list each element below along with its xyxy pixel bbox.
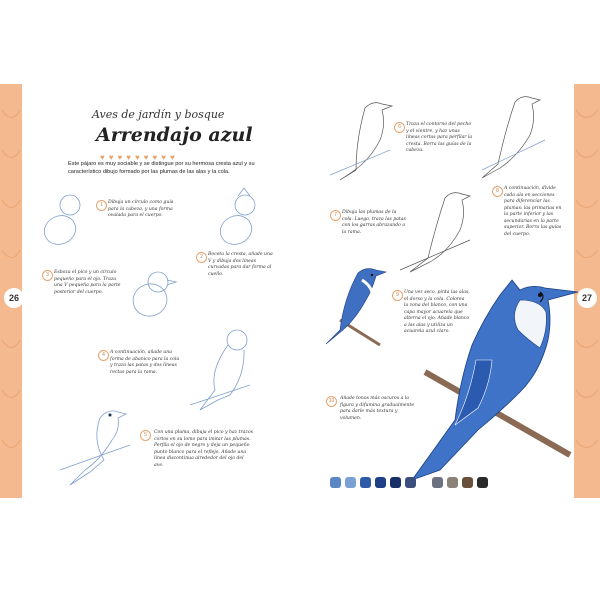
step-text-1: Dibuja un círculo como guía para la cabeza, y una forma ovalada para el cuerpo. [108, 200, 174, 218]
swatch-3 [360, 477, 371, 488]
step-number-9: 9 [392, 290, 403, 301]
step-number-6: 6 [394, 122, 405, 133]
right-page-number: 27 [577, 288, 597, 308]
step-number-10: 10 [326, 396, 337, 407]
swatch-6 [405, 477, 416, 488]
step-number-8: 8 [492, 186, 503, 197]
step-number-4: 4 [98, 350, 109, 361]
small-blue-jay [326, 269, 386, 345]
swatch-10 [477, 477, 488, 488]
step-text-6: Traza el contorno del pecho y el vientre, y haz unas líneas cortas para perfilar la cresta. Borra las guías de la cabeza. [406, 122, 473, 153]
step1-sketch [40, 195, 81, 249]
swatch-7 [432, 477, 443, 488]
swatch-1 [330, 477, 341, 488]
step-text-10: Añade tonos más oscuros a la figura y difumina gradualmente para darle más textura y volumen. [340, 396, 415, 421]
page-title: Arrendajo azul [96, 124, 253, 146]
step7-sketch [400, 193, 470, 272]
step6-sketch [330, 103, 392, 180]
step-text-7: Dibuja las plumas de la cola. Luego, traza las patas con los garras abrazando a la rama. [342, 210, 406, 235]
swatch-2 [345, 477, 356, 488]
step-text-3: Esboza el pico y un círculo pequeño para el ojo. Traza una V pequeña para la parte posterior del cuerpo. [54, 270, 121, 295]
step3-sketch [129, 272, 176, 321]
right-band-pattern [576, 110, 598, 448]
step-number-2: 2 [196, 252, 207, 263]
step-text-8: A continuación, divide cada ala en secciones para diferenciar las plumas: las primarias en la parte inferior y las secundarias en la parte superior. Borra las guías del cuerpo. [504, 186, 562, 237]
step4-sketch [190, 330, 250, 410]
swatch-9 [462, 477, 473, 488]
intro-text: Este pájaro es muy sociable y se distingue por su hermosa cresta azul y su característico dibujo formado por las plumas de las alas y la cola. [68, 161, 255, 175]
step-text-5: Con una pluma, dibuja el pico y haz trazos cortos en su lomo para imitar las plumas. Perfila el ojo de negro y deja un pequeño punto blanco para el reflejo. Añade una línea discontinua alrededor del ojo del ave. [154, 430, 253, 468]
title-ornament: ♥ ♥ ♥ ♥ ♥ ♥ ♥ ♥ ♥ [100, 153, 176, 162]
left-band-pattern [2, 110, 20, 448]
step-number-5: 5 [140, 430, 151, 441]
step-number-7: 7 [330, 210, 341, 221]
step8-sketch [482, 97, 545, 178]
step-text-9: Una vez seco, pinta las alas, el dorso y la cola. Colorea la zona del blanco, con una capa mayor acuarela que alterna el ojo. Añade blanco a las alas y utiliza un acuarela azul claro. [404, 290, 470, 334]
step-text-4: A continuación, añade una forma de abanico para la cola y traza las patas y dos líneas rectas para la rama. [110, 350, 180, 375]
page-subtitle: Aves de jardín y bosque [92, 108, 225, 121]
step-number-1: 1 [96, 200, 107, 211]
step5-sketch [60, 411, 130, 485]
swatch-5 [390, 477, 401, 488]
swatch-8 [447, 477, 458, 488]
left-page-number: 26 [4, 288, 24, 308]
step-number-3: 3 [42, 270, 53, 281]
step2-sketch [216, 188, 257, 249]
swatch-4 [375, 477, 386, 488]
step-text-2: Boceta la cresta, añade una V y dibuja dos líneas curvadas para dar forma al cuello. [208, 252, 273, 277]
